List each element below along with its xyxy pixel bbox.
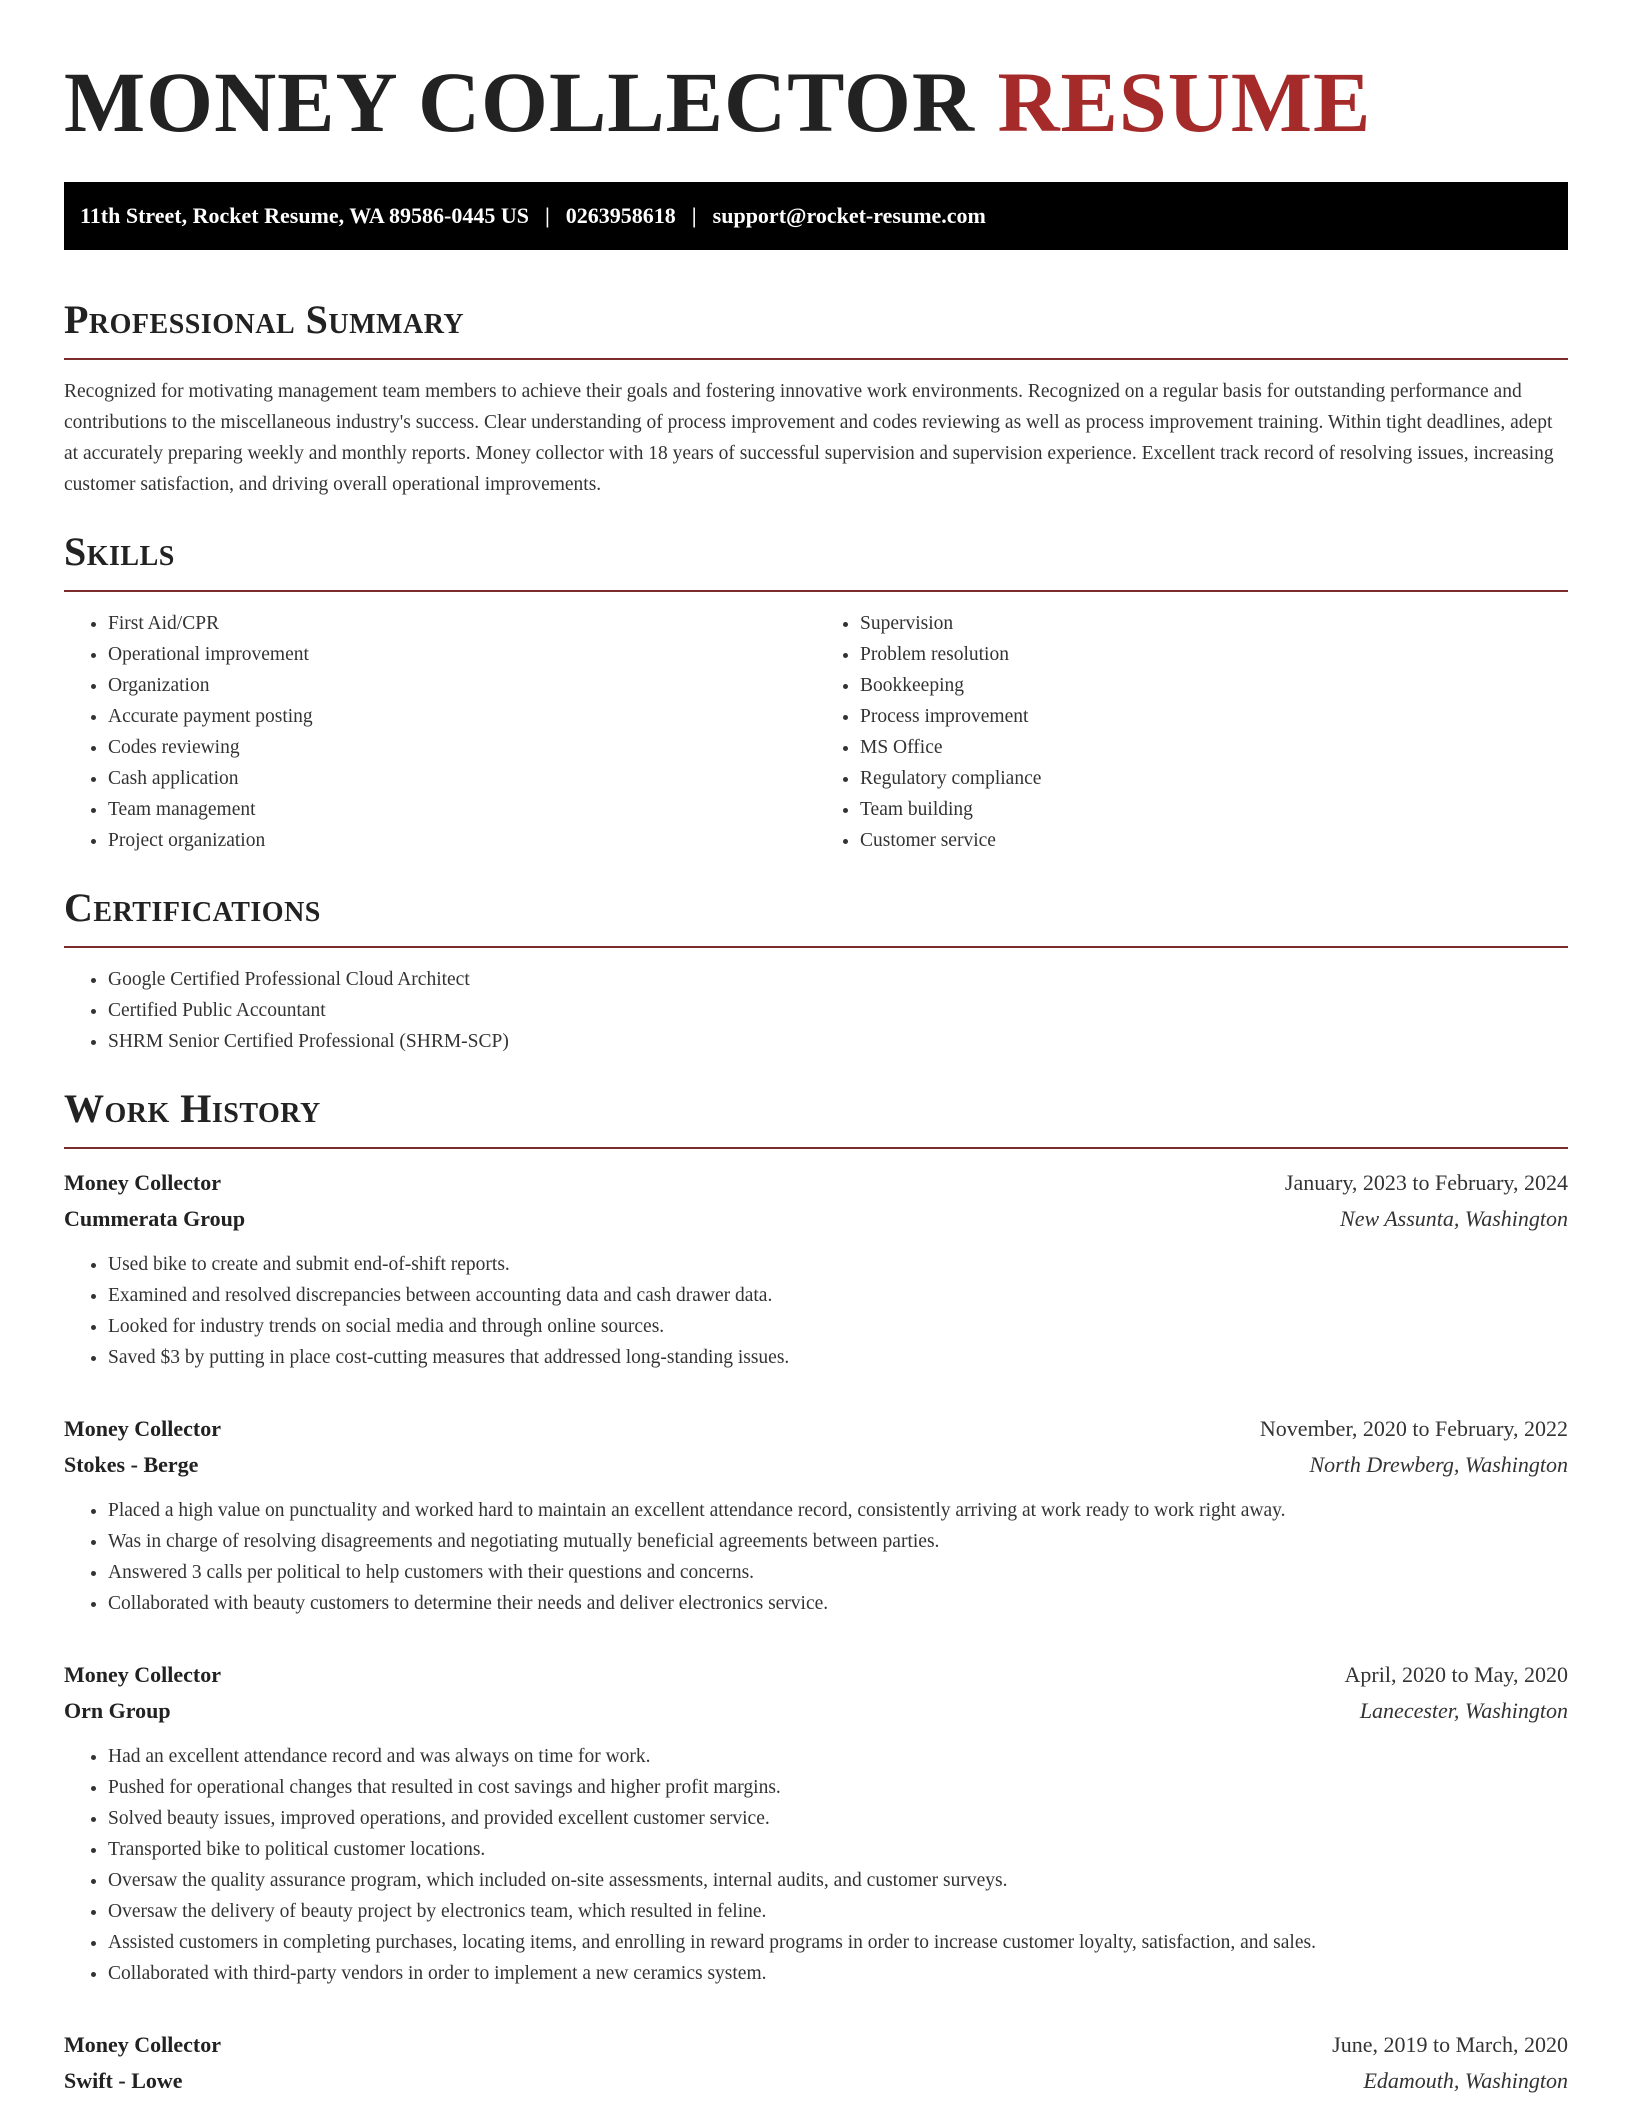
skill-item: • Problem resolution xyxy=(860,639,1568,670)
job-dates: November, 2020 to February, 2022 xyxy=(1259,1416,1568,1441)
job-bullet: • Oversaw the delivery of beauty project by electronics team, which resulted in feline. xyxy=(108,1896,1568,1927)
job-title: Money Collector xyxy=(64,1662,221,1687)
certification-item: • Certified Public Accountant xyxy=(108,995,1568,1026)
address: 11th Street, Rocket Resume, WA 89586-0445 US xyxy=(80,203,529,228)
job-header-row xyxy=(64,2027,1568,2063)
certifications-section xyxy=(64,884,1568,1057)
section-rule xyxy=(64,1147,1568,1149)
skills-list-left xyxy=(64,608,816,856)
job-location: Lanecester, Washington xyxy=(1359,1698,1568,1723)
section-rule xyxy=(64,946,1568,948)
skills-columns xyxy=(64,592,1568,856)
certifications-list xyxy=(64,964,1568,1057)
job-entry xyxy=(64,1165,1568,1373)
job-entry xyxy=(64,1411,1568,1619)
skill-item: • Process improvement xyxy=(860,701,1568,732)
job-bullet: • Saved $3 by putting in place cost-cutting measures that addressed long-standing issues. xyxy=(108,1342,1568,1373)
job-location: North Drewberg, Washington xyxy=(1309,1452,1568,1477)
job-title: Money Collector xyxy=(64,2032,221,2057)
job-bullet: • Looked for industry trends on social media and through online sources. xyxy=(108,1311,1568,1342)
phone: 0263958618 xyxy=(565,203,676,228)
job-company: Stokes - Berge xyxy=(64,1452,199,1477)
job-bullet: • Placed a high value on punctuality and worked hard to maintain an excellent attendance record, consistently arriving at work ready to work right away. xyxy=(108,1495,1568,1526)
job-title: Money Collector xyxy=(64,1416,221,1441)
title-main: MONEY COLLECTOR xyxy=(64,54,975,150)
job-company: Cummerata Group xyxy=(64,1206,246,1231)
job-bullet: • Pushed for operational changes that resulted in cost savings and higher profit margins. xyxy=(108,1772,1568,1803)
job-entry xyxy=(64,1657,1568,1989)
skill-item: • MS Office xyxy=(860,732,1568,763)
job-bullets xyxy=(64,1249,1568,1373)
job-subheader-row xyxy=(64,1447,1568,1483)
job-bullet: • Answered 3 calls per political to help customers with their questions and concerns. xyxy=(108,1557,1568,1588)
job-subheader-row xyxy=(64,1693,1568,1729)
job-company: Orn Group xyxy=(64,1698,171,1723)
skills-list-right xyxy=(816,608,1568,856)
skill-item: • First Aid/CPR xyxy=(108,608,816,639)
section-heading: Work History xyxy=(64,1086,321,1131)
job-dates: January, 2023 to February, 2024 xyxy=(1284,1170,1568,1195)
job-bullet: • Examined and resolved discrepancies between accounting data and cash drawer data. xyxy=(108,1280,1568,1311)
job-header-row xyxy=(64,1657,1568,1693)
skill-item: • Organization xyxy=(108,670,816,701)
section-rule xyxy=(64,358,1568,360)
title-accent: RESUME xyxy=(997,54,1372,150)
separator: | xyxy=(544,203,550,228)
job-bullets xyxy=(64,1495,1568,1619)
job-dates: June, 2019 to March, 2020 xyxy=(1332,2032,1568,2057)
skill-item: • Customer service xyxy=(860,825,1568,856)
job-location: Edamouth, Washington xyxy=(1363,2068,1568,2093)
skill-item: • Codes reviewing xyxy=(108,732,816,763)
skill-item: • Operational improvement xyxy=(108,639,816,670)
job-dates: April, 2020 to May, 2020 xyxy=(1344,1662,1568,1687)
skill-item: • Team management xyxy=(108,794,816,825)
section-heading: Skills xyxy=(64,529,175,574)
skills-section xyxy=(64,528,1568,856)
job-bullet: • Was in charge of resolving disagreements and negotiating mutually beneficial agreements between parties. xyxy=(108,1526,1568,1557)
work-section xyxy=(64,1085,1568,2099)
skill-item: • Accurate payment posting xyxy=(108,701,816,732)
summary-text: Recognized for motivating management team members to achieve their goals and fostering innovative work environments. Recognized on a regular basis for outstanding performance and contributions to the miscellaneous industry's success. Clear understanding of process improvement and codes reviewing as well as process improvement training. Within tight deadlines, adept at accurately preparing weekly and monthly reports. Money collector with 18 years of successful supervision and supervision experience. Excellent track record of resolving issues, increasing customer satisfaction, and driving overall operational improvements. xyxy=(64,381,1554,495)
skill-item: • Regulatory compliance xyxy=(860,763,1568,794)
job-bullet: • Had an excellent attendance record and was always on time for work. xyxy=(108,1741,1568,1772)
section-heading: Professional Summary xyxy=(64,297,465,342)
job-bullet: • Collaborated with third-party vendors in order to implement a new ceramics system. xyxy=(108,1958,1568,1989)
separator: | xyxy=(691,203,697,228)
certification-item: • Google Certified Professional Cloud Architect xyxy=(108,964,1568,995)
skill-item: • Project organization xyxy=(108,825,816,856)
skill-item: • Team building xyxy=(860,794,1568,825)
contact-bar xyxy=(64,182,1568,250)
job-title: Money Collector xyxy=(64,1170,221,1195)
jobs-list xyxy=(64,1165,1568,2099)
job-bullet: • Used bike to create and submit end-of-shift reports. xyxy=(108,1249,1568,1280)
job-bullets xyxy=(64,1741,1568,1989)
resume-title xyxy=(64,52,1568,152)
skill-item: • Bookkeeping xyxy=(860,670,1568,701)
job-entry xyxy=(64,2027,1568,2099)
job-subheader-row xyxy=(64,2063,1568,2099)
job-company: Swift - Lowe xyxy=(64,2068,183,2093)
skill-item: • Cash application xyxy=(108,763,816,794)
job-subheader-row xyxy=(64,1201,1568,1237)
summary-section xyxy=(64,296,1568,500)
job-bullet: • Assisted customers in completing purchases, locating items, and enrolling in reward programs in order to increase customer loyalty, satisfaction, and sales. xyxy=(108,1927,1568,1958)
job-header-row xyxy=(64,1165,1568,1201)
job-bullet: • Oversaw the quality assurance program, which included on-site assessments, internal audits, and customer surveys. xyxy=(108,1865,1568,1896)
job-location: New Assunta, Washington xyxy=(1340,1206,1568,1231)
job-header-row xyxy=(64,1411,1568,1447)
job-bullet: • Collaborated with beauty customers to determine their needs and deliver electronics service. xyxy=(108,1588,1568,1619)
job-bullet: • Solved beauty issues, improved operations, and provided excellent customer service. xyxy=(108,1803,1568,1834)
section-heading: Certifications xyxy=(64,885,321,930)
email: support@rocket-resume.com xyxy=(712,203,986,228)
skill-item: • Supervision xyxy=(860,608,1568,639)
job-bullet: • Transported bike to political customer locations. xyxy=(108,1834,1568,1865)
certification-item: • SHRM Senior Certified Professional (SHRM-SCP) xyxy=(108,1026,1568,1057)
